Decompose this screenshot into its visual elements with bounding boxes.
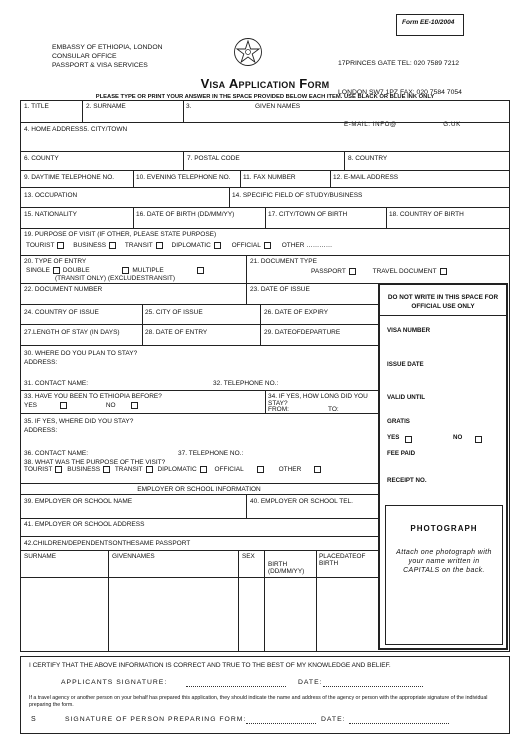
entry-multiple-checkbox[interactable] [197,267,204,274]
gratis-label: GRATIS [387,418,410,425]
ethiopia-emblem-icon [233,37,263,67]
given-names-label: GIVEN NAMES [255,103,301,110]
document-options [311,268,450,275]
stayed-address-label: ADDRESS: [24,427,58,434]
date-of-expiry-input[interactable] [262,316,376,323]
form-instruction: PLEASE TYPE OR PRINT YOUR ANSWER IN THE SPACE PROVIDED BELOW EACH ITEM. USE BLACK OR BLUE INK ONLY [95,94,435,100]
surname-label: 2. SURNAME [86,103,126,110]
doc-passport-checkbox[interactable] [349,268,356,275]
photograph-title: PHOTOGRAPH [410,524,478,533]
preparer-date-line[interactable] [349,723,449,724]
stayed-address-input[interactable] [56,425,376,445]
stay-to-label: TO: [328,406,339,413]
employer-tel-input[interactable] [248,506,376,517]
embassy-address [52,43,163,70]
date-of-entry-input[interactable] [144,336,259,344]
header-left-line-3: PASSPORT & VISA SERVICES [52,62,148,69]
purpose-diplomatic-label: DIPLOMATIC [171,242,211,250]
document-number-input[interactable] [22,293,245,303]
valid-until-label: VALID UNTIL [387,394,426,401]
preparer-signature-label: SIGNATURE OF PERSON PREPARING FORM: [65,716,247,723]
county-input[interactable] [22,162,182,169]
been-no-checkbox[interactable] [131,402,138,409]
title-input[interactable] [22,110,80,121]
postal-code-label: 7. POSTAL CODE [187,155,240,162]
city-of-birth-label: 17. CITY/TOWN OF BIRTH [268,211,348,218]
purpose-tourist-label: TOURIST [26,242,55,250]
header-right-line-2: LONDON SW7 1PZ FAX: 020 7584 7054 [338,88,462,96]
purpose-business-checkbox[interactable] [109,242,116,249]
form-title: Visa Application Form [200,76,330,91]
prev-purpose-options [24,466,324,473]
fax-label: 11. FAX NUMBER [243,174,296,181]
employer-tel-label: 40. EMPLOYER OR SCHOOL TEL. [250,498,353,505]
occupation-label: 13. OCCUPATION [24,192,78,199]
issue-date-label: ISSUE DATE [387,361,424,368]
been-yes-checkbox[interactable] [60,402,67,409]
occupation-input[interactable] [22,199,228,206]
prev-tourist-label: TOURIST [24,466,53,474]
nationality-label: 15. NATIONALITY [24,211,77,218]
header-left-line-1: EMBASSY OF ETHIOPIA, LONDON [52,44,163,51]
visa-number-label: VISA NUMBER [387,327,431,334]
doc-travel-checkbox[interactable] [440,268,447,275]
employer-section-heading: EMPLOYER OR SCHOOL INFORMATION [137,486,261,493]
gratis-no-checkbox[interactable] [475,436,482,443]
where-stayed-label: 35. IF YES, WHERE DID YOU STAY? [24,418,134,425]
purpose-transit-label: TRANSIT [124,242,153,250]
purpose-diplomatic-checkbox[interactable] [214,242,221,249]
prev-other-label: OTHER [278,466,302,474]
applicant-date-label: DATE: [298,679,323,686]
col-surname-header: SURNAME [24,553,56,560]
date-of-issue-label: 23. DATE OF ISSUE [250,286,310,293]
contact-phone-label: 32. TELEPHONE NO.: [213,380,279,387]
header-right-line-3: E-MAIL: INFO@ G.UK [344,121,461,128]
applicant-date-line[interactable] [323,686,423,687]
date-of-departure-label: 29. DATEOFDEPARTURE [264,329,341,336]
county-label: 6. COUNTY [24,155,59,162]
purpose-tourist-checkbox[interactable] [57,242,64,249]
field-of-study-label: 14. SPECIFIC FIELD OF STUDY/BUSINESS [232,192,363,199]
photograph-instructions: Attach one photograph with your name written in CAPITALS on the back. [396,549,492,574]
stay-address-label: ADDRESS: [24,359,58,366]
employer-address-label: 41. EMPLOYER OR SCHOOL ADDRESS [24,521,145,528]
prev-purpose-label: 38. WHAT WAS THE PURPOSE OF THE VISIT? [24,459,166,466]
country-of-birth-input[interactable] [388,218,507,227]
entry-double-label: DOUBLE [62,267,90,275]
purpose-options [26,242,332,249]
prev-tourist-checkbox[interactable] [55,466,62,473]
entry-single-checkbox[interactable] [53,267,60,274]
entry-multiple-label: MULTIPLE [132,267,164,275]
stay-from-label: FROM: [268,406,289,413]
col-sex-header: SEX [242,553,255,560]
city-town-label: 5. CITY/TOWN [83,126,128,133]
date-of-birth-label: 16. DATE OF BIRTH (DD/MM/YY) [136,211,235,218]
country-of-birth-label: 18. COUNTRY OF BIRTH [389,211,464,218]
country-label: 8. COUNTRY [348,155,388,162]
purpose-official-checkbox[interactable] [264,242,271,249]
home-address-input[interactable] [22,134,507,150]
purpose-other-label: OTHER ………… [281,242,333,250]
postal-code-input[interactable] [185,162,343,169]
col-place-header: PLACEDATEOF BIRTH [319,553,366,568]
email-input[interactable] [332,181,507,186]
prev-contact-name-label: 36. CONTACT NAME: [24,450,89,457]
entry-options [26,267,207,274]
form-number-box [396,14,464,36]
date-of-issue-input[interactable] [248,293,376,303]
prev-business-label: BUSINESS [67,466,101,474]
title-label: 1. TITLE [24,103,49,110]
col-given-header: GIVENNAMES [112,553,155,560]
home-address-text: 4. HOME ADDRESS [24,126,84,133]
prev-diplomatic-label: DIPLOMATIC [157,466,197,474]
purpose-transit-checkbox[interactable] [156,242,163,249]
date-of-departure-input[interactable] [262,336,376,344]
document-number-label: 22. DOCUMENT NUMBER [24,286,103,293]
entry-note: (TRANSIT ONLY) (EXCLUDESTRANSIT) [55,275,176,282]
prev-business-checkbox[interactable] [103,466,110,473]
entry-single-label: SINGLE [26,267,50,275]
date-of-birth-input[interactable] [135,218,264,227]
contact-name-label: 31. CONTACT NAME: [24,380,89,387]
applicant-signature-line[interactable] [186,686,286,687]
been-no-label: NO [105,402,116,410]
email-label: 12. E-MAIL ADDRESS [333,174,399,181]
form-number: Form EE-10/2004 [402,19,455,26]
nationality-input[interactable] [22,218,132,227]
gratis-yes-label: YES [387,434,400,441]
gratis-no-label: NO [453,434,463,441]
country-input[interactable] [346,162,507,169]
city-of-issue-input[interactable] [144,316,259,323]
daytime-phone-label: 9. DAYTIME TELEPHONE NO. [24,174,115,181]
photograph-box[interactable] [385,505,503,645]
country-of-issue-input[interactable] [22,316,141,323]
purpose-official-label: OFFICIAL [231,242,261,250]
employer-name-input[interactable] [22,506,245,517]
date-of-expiry-label: 26. DATE OF EXPIRY [264,309,329,316]
preparer-date-label: DATE: [321,716,346,723]
prev-contact-phone-label: 37. TELEPHONE NO.: [178,450,244,457]
stay-address-input[interactable] [56,357,376,375]
dependents-label: 42.CHILDREN/DEPENDENTSONTHESAME PASSPORT [24,540,191,547]
surname-input[interactable] [84,110,181,121]
header-right-line-1: 17PRINCES GATE TEL: 020 7589 7212 [338,60,460,67]
given-names-input[interactable] [185,110,507,121]
been-to-ethiopia-label: 33. HAVE YOU BEEN TO ETHIOPIA BEFORE? [24,393,162,400]
signature-s-letter: S [31,716,36,723]
country-of-issue-label: 24. COUNTRY OF ISSUE [24,309,99,316]
applicant-signature-label: APPLICANTS SIGNATURE: [61,679,168,686]
certify-statement: I CERTIFY THAT THE ABOVE INFORMATION IS CORRECT AND TRUE TO THE BEST OF MY KNOWLEDGE AND BELIEF. [29,662,391,669]
header-left-line-2: CONSULAR OFFICE [52,53,117,60]
length-of-stay-input[interactable] [22,336,141,344]
prev-other-checkbox[interactable] [314,466,321,473]
city-of-birth-input[interactable] [267,218,385,227]
entry-double-checkbox[interactable] [122,267,129,274]
type-of-entry-label: 20. TYPE OF ENTRY [24,258,87,265]
evening-phone-input[interactable] [135,181,239,186]
prev-official-label: OFFICIAL [214,466,244,474]
purpose-of-visit-label: 19. PURPOSE OF VISIT (IF OTHER, PLEASE STATE PURPOSE) [24,231,217,238]
fee-paid-label: FEE PAID [387,450,416,457]
prev-official-checkbox[interactable] [257,466,264,473]
purpose-business-label: BUSINESS [73,242,107,250]
how-long-stay-label: 34. IF YES, HOW LONG DID YOU STAY? [268,393,368,408]
col-dob-header: BIRTH (DD/MM/YY) [268,561,305,576]
length-of-stay-label: 27.LENGTH OF STAY (IN DAYS) [24,329,120,336]
been-options [24,402,141,409]
agency-note: If a travel agency or another person on your behalf has prepared this application, they should indicate the name and address of the agency or person with the appropriate signature of the individual preparing the form. [29,695,488,708]
date-of-entry-label: 28. DATE OF ENTRY [145,329,208,336]
dependents-table-body[interactable] [22,579,376,651]
where-stay-label: 30. WHERE DO YOU PLAN TO STAY? [24,350,138,357]
home-address-label [24,126,127,133]
fax-input[interactable] [242,181,329,186]
receipt-no-label: RECEIPT NO. [387,477,427,484]
gratis-yes-checkbox[interactable] [405,436,412,443]
been-yes-label: YES [24,402,38,410]
prev-diplomatic-checkbox[interactable] [200,466,207,473]
employer-name-label: 39. EMPLOYER OR SCHOOL NAME [24,498,133,505]
doc-passport-label: PASSPORT [311,268,346,276]
prev-transit-checkbox[interactable] [146,466,153,473]
field-of-study-input[interactable] [231,199,507,206]
field3-label: 3. [186,103,192,110]
evening-phone-label: 10. EVENING TELEPHONE NO. [136,174,231,181]
preparer-signature-line[interactable] [246,723,316,724]
city-of-issue-label: 25. CITY OF ISSUE [145,309,203,316]
daytime-phone-input[interactable] [22,181,132,186]
declaration-section [20,656,510,734]
doc-travel-label: TRAVEL DOCUMENT [372,268,437,276]
prev-transit-label: TRANSIT [114,466,143,474]
employer-address-input[interactable] [22,528,376,535]
official-use-heading: DO NOT WRITE IN THIS SPACE FOR OFFICIAL USE ONLY [387,294,499,310]
document-type-label: 21. DOCUMENT TYPE [250,258,317,265]
